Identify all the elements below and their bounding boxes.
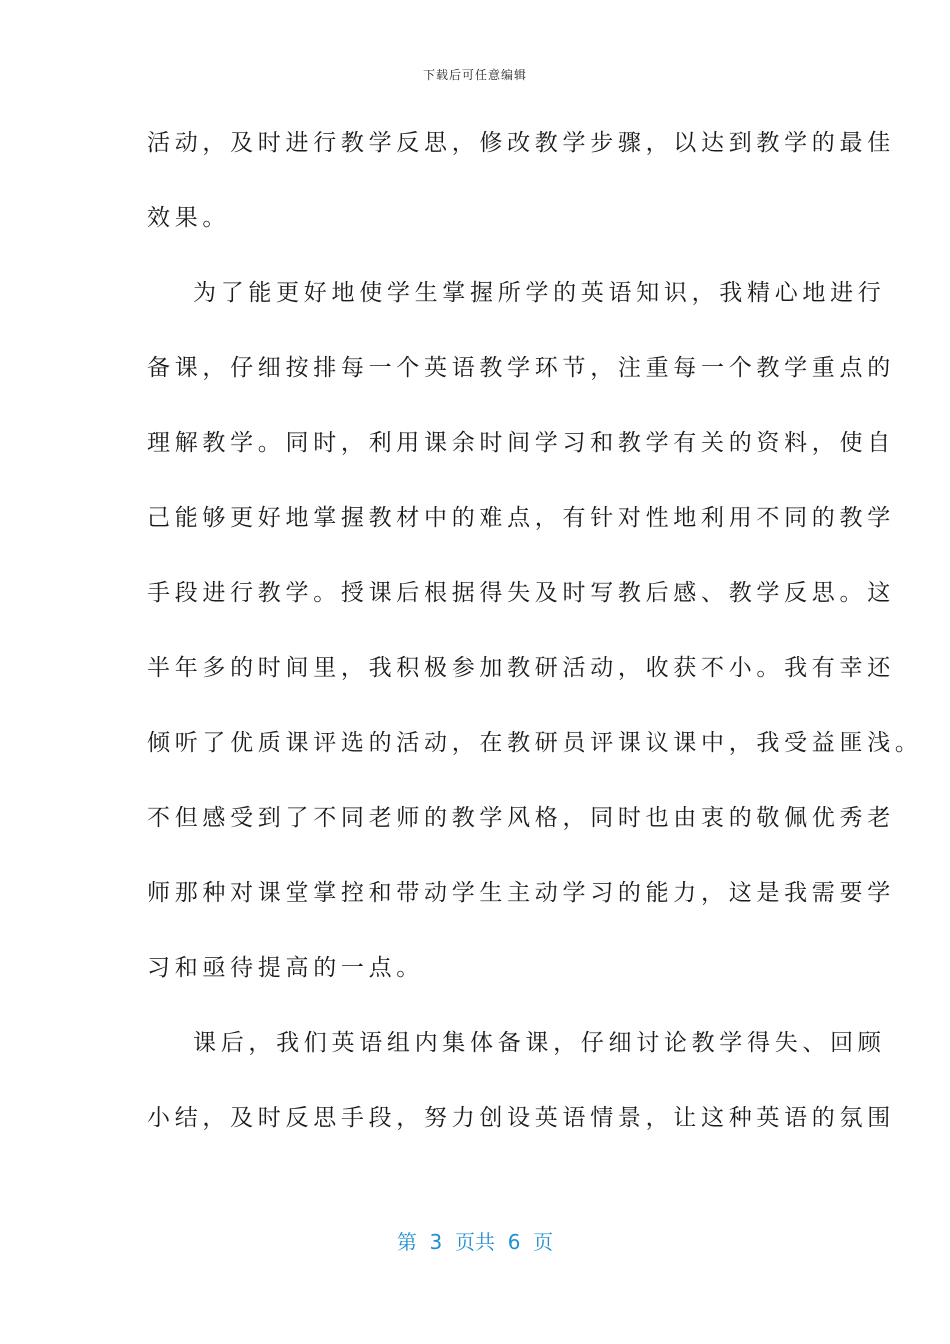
body-line: 活动，及时进行教学反思，修改教学步骤，以达到教学的最佳: [147, 130, 895, 156]
document-body: [147, 106, 923, 1156]
body-line: 习和亟待提高的一点。: [147, 955, 424, 981]
page-number-footer: 第 3 页共 6 页: [396, 1230, 554, 1254]
body-line: 不但感受到了不同老师的教学风格，同时也由衷的敬佩优秀老: [147, 805, 895, 831]
body-line: 倾听了优质课评选的活动，在教研员评课议课中，我受益匪浅。: [147, 730, 923, 756]
body-line: 手段进行教学。授课后根据得失及时写教后感、教学反思。这: [147, 580, 895, 606]
paragraph-start-line: 为了能更好地使学生掌握所学的英语知识，我精心地进行: [193, 280, 886, 306]
body-line: 己能够更好地掌握教材中的难点，有针对性地利用不同的教学: [147, 505, 895, 531]
body-line: 师那种对课堂掌控和带动学生主动学习的能力，这是我需要学: [147, 880, 895, 906]
body-line: 半年多的时间里，我积极参加教研活动，收获不小。我有幸还: [147, 655, 895, 681]
body-line: 小结，及时反思手段，努力创设英语情景，让这种英语的氛围: [147, 1105, 895, 1131]
page-header-note: 下载后可任意编辑: [422, 68, 527, 82]
paragraph-start-line: 课后，我们英语组内集体备课，仔细讨论教学得失、回顾: [193, 1030, 886, 1056]
body-line: 备课，仔细按排每一个英语教学环节，注重每一个教学重点的: [147, 355, 895, 381]
body-line: 效果。: [147, 205, 231, 231]
body-line: 理解教学。同时，利用课余时间学习和教学有关的资料，使自: [147, 430, 895, 456]
